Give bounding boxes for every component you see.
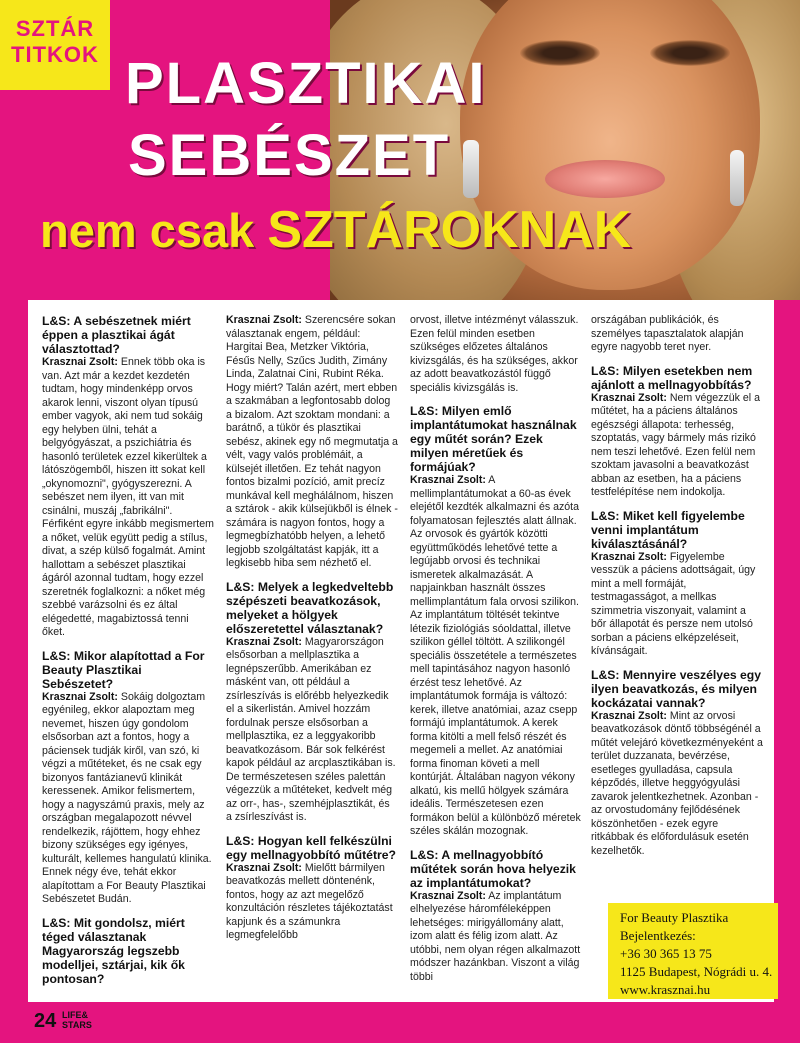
magazine-logo [62, 1010, 92, 1030]
column-2 [226, 314, 398, 952]
column-3 [410, 314, 582, 993]
answer-text: orvost, illetve intézményt válasszuk. Ezen felül minden esetben szükséges előzetes általános kivizsgálás, és ha szükséges, akkor az adott beavatkozástól függő speciális kivizsgálás is. [410, 314, 579, 394]
logo-line2: STARS [62, 1020, 92, 1030]
headline-subtitle [40, 202, 631, 259]
photo-earring-right [730, 150, 744, 206]
question: L&S: Milyen esetekben nem ajánlott a mellnagyobbítás? [591, 363, 753, 392]
answer-author: Krasznai Zsolt: [410, 474, 486, 486]
question: L&S: Mikor alapítottad a For Beauty Plasztikai Sebészetet? [42, 648, 205, 691]
question: L&S: Mit gondolsz, miért téged választanak Magyarország legszebb modelljei, sztárjai, kik ők pontosan? [42, 915, 185, 986]
headline-line1: PLASZTIKAI [125, 51, 487, 116]
column-4 [591, 314, 763, 867]
question: L&S: Mennyire veszélyes egy ilyen beavatkozás, és milyen kockázatai vannak? [591, 667, 762, 710]
contact-website: www.krasznai.hu [620, 982, 711, 997]
contact-name: For Beauty Plasztika [620, 910, 729, 925]
answer-author: Krasznai Zsolt: [226, 314, 302, 326]
headline-line2: SEBÉSZET [128, 123, 451, 188]
article-body [28, 300, 774, 1002]
subtitle-bold: SZTÁROKNAK [267, 201, 632, 259]
question: L&S: Hogyan kell felkészülni egy mellnagyobbító műtétre? [226, 833, 396, 862]
answer-author: Krasznai Zsolt: [591, 391, 667, 404]
answer-text: Szerencsére sokan választanak engem, például: Hargitai Bea, Metzker Viktória, Fésűs Nelly, Szűcs Judith, Zimány Linda, Zalatnai Cini, Rubint Réka. Hogy miért? Talán azért, mert ebben a szakmában a legfontosabb dolog a bizalom. Azt szoktam mondani: a barátnő, a tükör és plasztikai sebész, akinek egy nő megmutatja a vélt, vagy valós problémáit, a külsejét illetően. Ez tehát nagyon fontos bizalmi pozíció, amit precíz munkával kell meghálálnom, hiszen a sztárok - akik külsejükből is élnek - számára is nagyon fontos, hogy a legmegbízhatóbb helyen, a lehető legjobb szolgáltatást kapják, itt a legkisebb hiba sem nézhető el. [226, 314, 398, 569]
photo-lips [545, 160, 665, 198]
answer-text: Figyelembe vesszük a páciens adottságait, úgy mint a mell formáját, testmagasságot, a mellkas szimmetria viszonyait, valamint a bőr állapotát és persze nem utolsó sorban a páciens elképzeléseit, kívánságait. [591, 550, 756, 657]
contact-address: 1125 Budapest, Nógrádi u. 4. [620, 964, 773, 979]
section-tag-line2: TITKOK [11, 42, 99, 67]
answer-author: Krasznai Zsolt: [591, 709, 667, 722]
answer-author: Krasznai Zsolt: [226, 861, 302, 874]
answer-author: Krasznai Zsolt: [410, 889, 486, 902]
question: L&S: A mellnagyobbító műtétek során hova helyezik az implantátumokat? [410, 847, 576, 890]
subtitle-pre: nem csak [40, 204, 268, 257]
contact-label: Bejelentkezés: [620, 928, 696, 943]
section-tag [0, 0, 110, 90]
answer-text: Magyarországon elsősorban a mellplasztika a legnépszerűbb. Amerikában ez másként van, ott például a zsírleszívás is előrébb helyezkedik el a sikerlistán. Amivel hozzám fordulnak persze elsősorban a mellplasztika, ez a leggyakoribb beavatkozásom. Bár sok felkérést kapok például az arcplasztikában is. De természetesen széles palettán végezzük a műtéteket, kedvelt még az orr-, has-, szemhéjplasztikát, és a zsírleszívást is. [226, 635, 396, 823]
answer-text: Mint az orvosi beavatkozások döntő többségénél a műtét velejáró következményeként a terület duzzanata, bevérzése, esetleges gyulladása, capsula képződés, illetve heggyógyulási zavarok jelentkezhetnek. Azonban - az orvostudomány fejlődésének köszönhetően - ezek egyre ritkábbak és előfordulásuk esetén kezelhetők. [591, 709, 763, 857]
answer-author: Krasznai Zsolt: [591, 550, 667, 563]
question: L&S: A sebészetnek miért éppen a plasztikai ágát választottad? [42, 314, 191, 356]
answer-text: Mielőtt bármilyen beavatkozás mellett döntenénk, fontos, hogy az azt megelőző konzultáción részletes tájékoztatást kapjunk és a számunkra legmegfelelőbb [226, 861, 393, 941]
answer-author: Krasznai Zsolt: [42, 690, 118, 703]
column-1 [42, 314, 214, 995]
answer-text: Sokáig dolgoztam egyénileg, ekkor alapoztam meg nevemet, hiszen úgy gondolom elsősorban azt a fontos, hogy a páciensek tudják kiről, van szó, ki végzi a műtéteket, és ne csak egy bizonyos fantázianevű klinikát keressenek. Amikor felismertem, hogy a nagyszámú praxis, mely az országban megalapozott névvel rendelkezik, rájöttem, hogy ehhez bizony szükséges egy igényes, kulturált, kellemes hangulatú klinika. Ennek négy éve, tehát ekkor alapítottam a For Beauty Plasztikai Sebészetet Budán. [42, 690, 212, 905]
answer-text: Ennek több oka is van. Azt már a kezdet kezdetén tudtam, hogy mindenképp orvos akarok lenni, viszont olyan típusú ember vagyok, aki nem tud sokáig egy helyben ülni, tehát a belgyógyászat, a pszichiátria és hasonló területek ezzel kikerültek a látószögemből, hiszen itt sokat kell „okynomozni", gyógyszerezni. A sebészet nem ilyen, itt van mit csinálni, muszáj „fabrikálni". Férfiként egyre inkább megismertem a nőket, velük együtt pedig a stílus, divat, a szép külső fogalmát. Amint hallottam a sebészet plasztikai ágáról azonnal tudtam, hogy ezzel szeretnék foglalkozni: a nőket még szebbé varázsolni és ez által elégedetté, magabiztossá tenni őket. [42, 356, 214, 638]
photo-eye-left [520, 40, 600, 66]
question: L&S: Miket kell figyelembe venni implantátum kiválasztásánál? [591, 508, 745, 551]
answer-text: A mellimplantátumokat a 60-as évek elejétől kezdték alkalmazni és azóta folyamatosan fejlesztés alatt állnak. Az orvosok és gyártók közötti együttműködés lehetővé tette a legújabb orvosi és technikai ismeretek alkalmazását. A napjainkban használt összes mellimplantátum fala orvosi szilikon. Az implantátum töltését tekintve létezik fiziológiás sóoldattal, illetve szilikon géllel töltött. A szilikongél speciális összetétele a természetes mell tapintásához nagyon hasonló érzést tesz lehetővé. Az implantátumok formája is változó: kerek, illetve anatómiai, azaz csepp formájú implantátumok. A kerek forma kitölti a mell felső részét és megemeli a mellet. Az anatómiai forma finoman követi a mell kontúrját. Általában nagyon vékony alkatú, kis mellű hölgyek számára ideális. Természetesen ezen formákon belül a különböző méretek széles skálán mozognak. [410, 474, 581, 837]
page-number: 24 [34, 1010, 57, 1032]
question: L&S: Milyen emlő implantátumokat használnak egy műtét során? Ezek milyen méretűek és formájúak? [410, 404, 577, 474]
photo-eye-right [650, 40, 730, 66]
answer-text: Az implantátum elhelyezése háromféleképpen lehetséges: mirigyállomány alatt, izom alatt és félig izom alatt. Az utóbbi, nem olyan régen alkalmazott módszer hazánkban. Viszont a világ többi [410, 889, 581, 983]
section-tag-line1: SZTÁR [15, 16, 95, 41]
contact-box [608, 903, 778, 999]
answer-author: Krasznai Zsolt: [226, 635, 302, 648]
answer-author: Krasznai Zsolt: [42, 356, 118, 368]
article-header [0, 0, 800, 300]
photo-earring-left [463, 140, 479, 198]
answer-text: országában publikációk, és személyes tapasztalatok alapján egyre nagyobb teret nyer. [591, 314, 744, 353]
answer-text: Nem végezzük el a műtétet, ha a páciens általános egészségi állapota: terhesség, szoptatás, vagy bármely más rizikó nem teszi lehetővé. Ezen felül nem szoktam javasolni a beavatkozást abban az esetben, ha a páciens testfelépítése nem indokolja. [591, 391, 760, 498]
logo-line1: LIFE& [62, 1010, 88, 1020]
contact-phone: +36 30 365 13 75 [620, 946, 712, 961]
question: L&S: Melyek a legkedveltebb szépészeti beavatkozások, melyeket a hölgyek előszeretettel választanak? [226, 579, 394, 636]
